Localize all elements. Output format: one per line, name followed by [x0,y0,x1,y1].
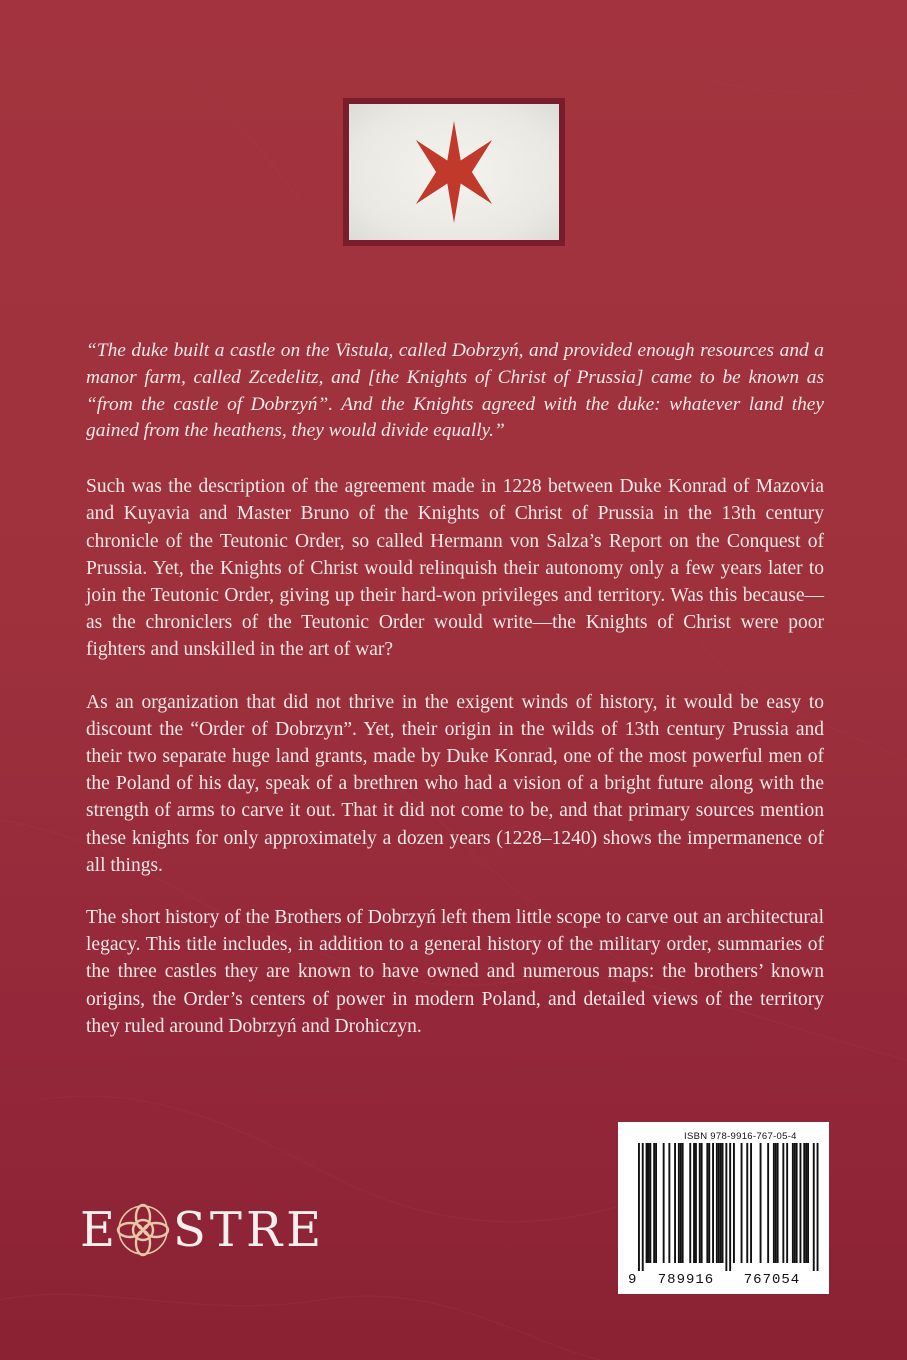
flag [349,104,559,240]
barcode-digits-right: 767054 [743,1272,801,1288]
barcode-bar [689,1143,691,1263]
barcode-bar [800,1143,802,1263]
paragraph-title-contents: The short history of the Brothers of Dobrzyń left them little scope to carve out an architectural legacy. This title includes, in addition to a general history of the military order, summaries of the three castles they are known to have owned and numerous maps: the brothers’ known origins, the Order’s centers of power in modern Poland, and detailed views of the territory they ruled around Dobrzyń and Drohiczyn. [86,907,824,1037]
barcode-bar [720,1143,722,1263]
barcode-bar [741,1143,743,1263]
barcode-bar [813,1143,815,1271]
barcode-bar [655,1143,657,1263]
paragraph-order-origin: As an organization that did not thrive in the exigent winds of history, it would be easy to discount the “Order of Dobrzyn”. Yet, their origin in the wilds of 13th century Prussia and their two separate huge land grants, made by Duke Konrad, one of the most powerful men of the Poland of his day, speak of a brethren who had a vision of a bright future along with the strength of arms to carve it out. That it did not come to be, and that primary sources mention these knights for only approximately a dozen years (1228–1240) shows the impermanence of all things. [86,691,824,876]
barcode-bar [725,1143,727,1271]
flag-frame [343,98,565,246]
paragraph-agreement: Such was the description of the agreement made in 1228 between Duke Konrad of Mazovia and Kuyavia and Master Bruno of the Knights of Christ of Prussia in the 13th century chronicle of the Teutonic Order, so called Hermann von Salza’s Report on the Conquest of Prussia. Yet, the Knights of Christ would relinquish their autonomy only a few years later to join the Teutonic Order, giving up their hard-won privileges and territory. Was this because—as the chroniclers of the Teutonic Order would write—the Knights of Christ were poor fighters and unskilled in the art of war? [86,476,824,661]
barcode-bar [773,1143,775,1263]
barcode-bar [701,1143,703,1263]
barcode-bar [775,1143,777,1263]
barcode-digits-left: 789916 [657,1272,715,1288]
celtic-knot-icon [115,1202,171,1258]
barcode-bar [706,1143,708,1263]
barcode-bar [648,1143,650,1263]
barcode-bar [712,1143,714,1263]
barcode-bar [803,1143,805,1263]
barcode-bar [642,1143,644,1271]
barcode-bar [708,1143,710,1263]
barcode-bar [782,1143,784,1263]
barcode-bar [649,1143,651,1263]
six-pointed-star-icon [408,119,500,225]
barcode-bar [746,1143,748,1263]
barcode-bar [722,1143,724,1263]
barcode-bar [680,1143,682,1263]
barcode-bar [777,1143,779,1263]
opening-quote: “The duke built a castle on the Vistula, called Dobrzyń, and provided enough resources and a manor farm, called Zcedelitz, and [the Knights of Christ of Prussia] came to be known as “from the castle of Dobrzyń”. And the Knights agreed with the duke: whatever land they gained from the heathens, they would divide equally.” [86,340,824,442]
barcode-bar [805,1143,807,1263]
barcode-bar [807,1143,809,1263]
logo-letter-first: E [80,1202,120,1258]
barcode-bar [674,1143,676,1263]
barcode-bar [638,1143,640,1271]
barcode-bar [794,1143,796,1263]
barcode-bar [678,1143,680,1263]
barcode-bar [682,1143,684,1263]
barcode-bar [646,1143,648,1263]
barcode-bar [786,1143,788,1263]
barcode-bar [693,1143,695,1263]
barcode-bar [750,1143,752,1263]
barcode-bar [792,1143,794,1263]
barcode-bar [695,1143,697,1263]
isbn-barcode [618,1122,829,1294]
barcode-bar [653,1143,655,1263]
barcode-bar [716,1143,718,1263]
barcode-bar [718,1143,720,1263]
barcode-bar [733,1143,735,1263]
barcode-bar [729,1143,731,1271]
barcode-digits [628,1272,819,1288]
blurb [86,338,824,1065]
barcode-bar [796,1143,798,1263]
barcode-bar [817,1143,819,1271]
publisher-logo [80,1200,325,1260]
barcode-bar [668,1143,670,1263]
logo-letters-rest: STRE [173,1202,326,1258]
isbn-label: ISBN 978-9916-767-05-4 [684,1131,797,1142]
barcode-bar [767,1143,769,1263]
barcode-bar [760,1143,762,1263]
barcode-bar [699,1143,701,1263]
barcode-digit-lead: 9 [628,1272,637,1288]
barcode-bar [663,1143,665,1263]
barcode-bars [628,1143,819,1271]
